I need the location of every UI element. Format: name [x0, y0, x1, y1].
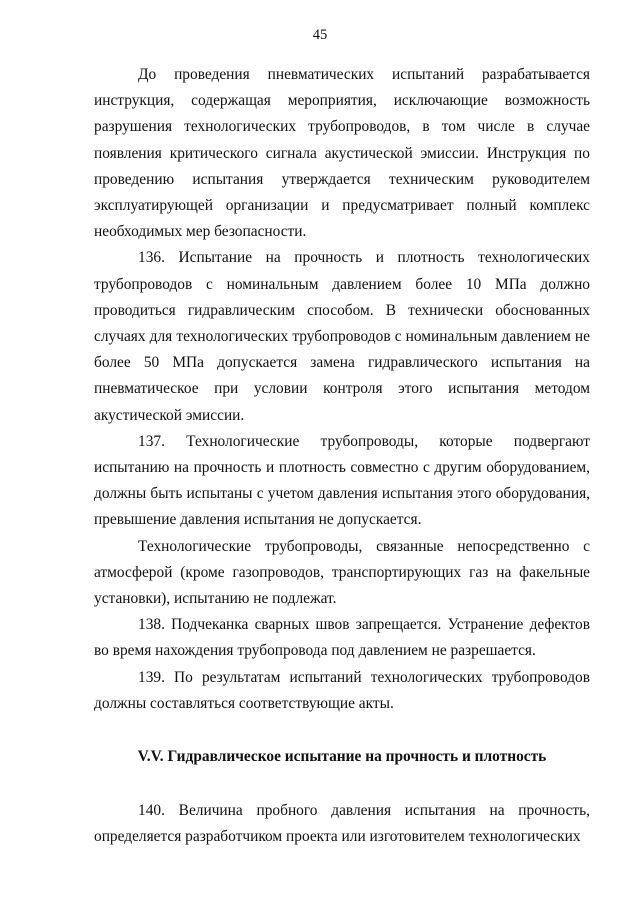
page-body	[94, 62, 590, 851]
section-heading: V.V. Гидравлическое испытание на прочность и плотность	[137, 748, 547, 766]
paragraph-139: 139. По результатам испытаний технологических трубопроводов должны составляться соответствующие акты.	[94, 668, 590, 712]
paragraph-137-continued: Технологические трубопроводы, связанные непосредственно с атмосферой (кроме газопроводов, транспортирующих газ на факельные установки), испытанию не подлежат.	[94, 537, 590, 608]
paragraph-136: 136. Испытание на прочность и плотность технологических трубопроводов с номинальным давлением более 10 МПа должно проводиться гидравлическим способом. В технически обоснованных случаях для технологических трубопроводов с номинальным давлением не более 50 МПа допускается замена гидравлического испытания на пневматическое при условии контроля этого испытания методом акустической эмиссии.	[94, 249, 590, 424]
paragraph-137: 137. Технологические трубопроводы, которые подвергают испытанию на прочность и плотность совместно с другим оборудованием, должны быть испытаны с учетом давления испытания этого оборудования, превышение давления испытания не допускается.	[94, 432, 590, 529]
paragraph-138: 138. Подчеканка сварных швов запрещается. Устранение дефектов во время нахождения трубопровода под давлением не разрешается.	[94, 616, 590, 660]
page-number: 45	[312, 27, 328, 43]
paragraph-intro: До проведения пневматических испытаний разрабатывается инструкция, содержащая мероприятия, исключающие возможность разрушения технологических трубопроводов, в том числе в случае появления критического сигнала акустической эмиссии. Инструкция по проведению испытания утверждается техническим руководителем эксплуатирующей организации и предусматривает полный комплекс необходимых мер безопасности.	[94, 66, 590, 241]
paragraph-140: 140. Величина пробного давления испытания на прочность, определяется разработчиком проекта или изготовителем технологических	[94, 802, 590, 846]
